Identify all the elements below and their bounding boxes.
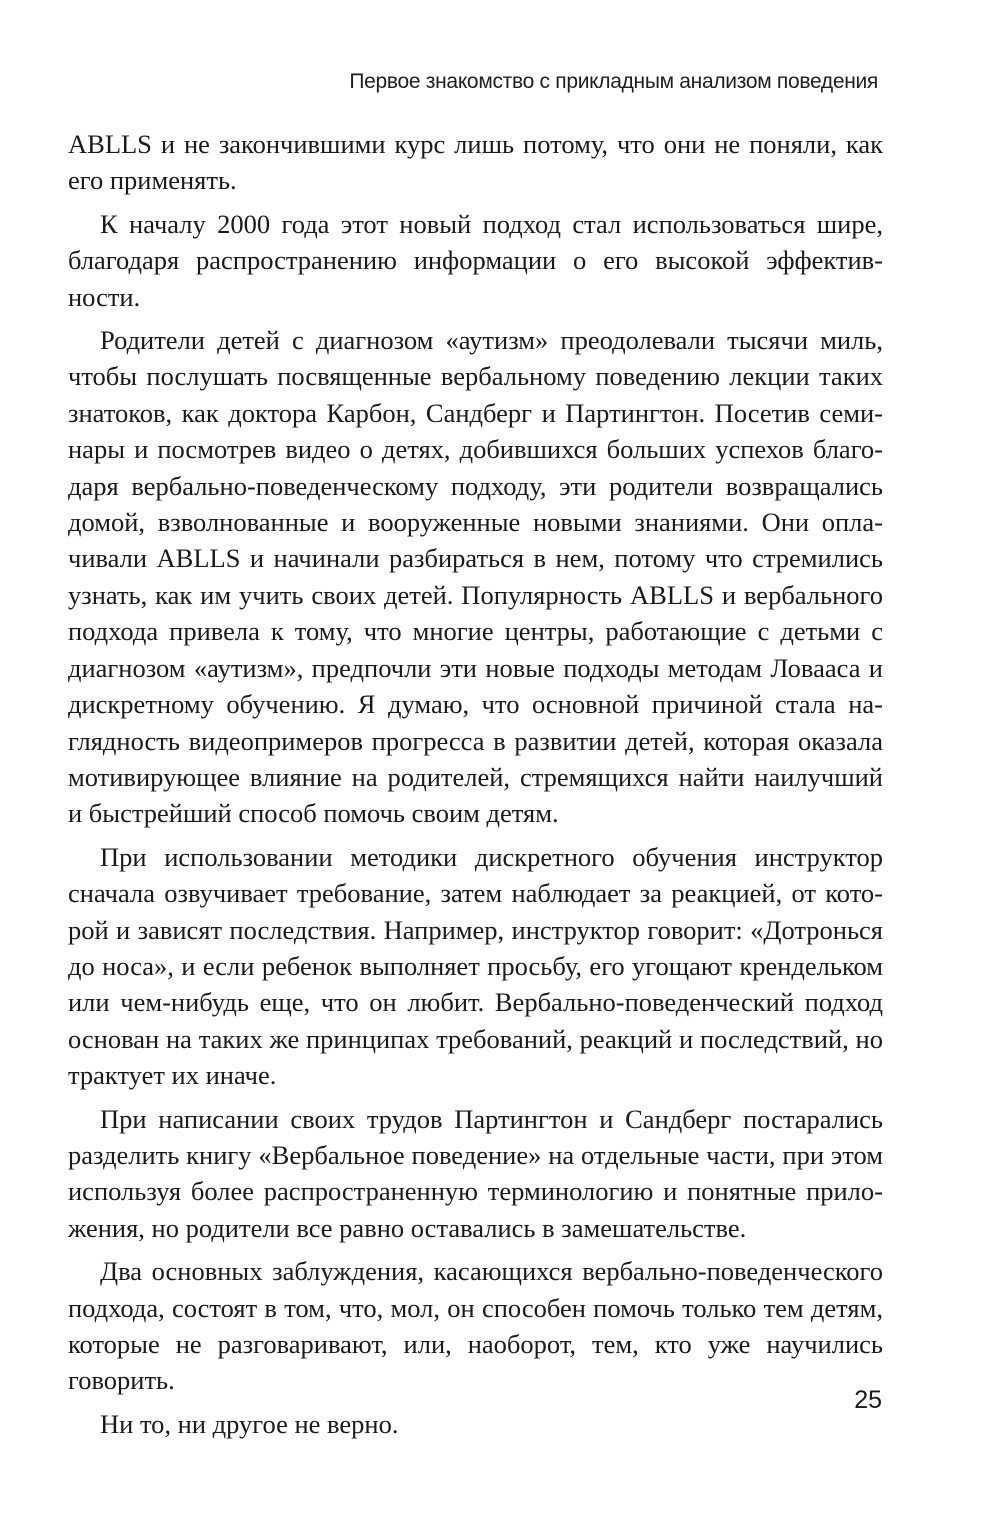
paragraph-7: Ни то, ни другое не верно. — [100, 1408, 399, 1439]
body-text — [68, 126, 883, 1449]
paragraph-6: Два основных заблуждения, касающихся вербально-поведенческого подхода, состоят в том, что, мол, он способен помочь только тем детям, которые не разговаривают, или, наоборот, тем, кто уже научились говорить. — [68, 1256, 883, 1396]
page-number: 25 — [854, 1386, 882, 1414]
paragraph-1: ABLLS и не закончившими курс лишь потому, что они не поняли, как его применять. — [68, 129, 883, 196]
running-header: Первое знакомство с прикладным анализом поведения — [349, 70, 878, 93]
paragraph-4: При использовании методики дискретного обучения инструктор сначала озвучивает требование, затем наблюдает за реакцией, от которой и зависят последствия. Например, инструктор говорит: «Дотронься до носа», и если ребенок выполняет просьбу, его угощают крендельком или чем-нибудь еще, что он любит. Вербально-поведенческий подход основан на таких же принципах требований, реакций и последствий, но трактует их иначе. — [68, 841, 883, 1091]
paragraph-5: При написании своих трудов Партингтон и Сандберг постарались разделить книгу «Вербальное поведение» на отдельные части, при этом используя более распространенную терминологию и понятные приложения, но родители все равно оставались в замешательстве. — [68, 1103, 883, 1243]
paragraph-3: Родители детей с диагнозом «аутизм» преодолевали тысячи миль, чтобы послушать посвященные вербальному поведению лекции таких знатоков, как доктора Карбон, Сандберг и Партингтон. Посетив семинары и посмотрев видео о детях, добившихся больших успехов благодаря вербально-поведенческому подходу, эти родители возвращались домой, взволнованные и вооруженные новыми знаниями. Они оплачивали ABLLS и начинали разбираться в нем, потому что стремились узнать, как им учить своих детей. Популярность ABLLS и вербального подхода привела к тому, что многие центры, работающие с детьми с диагнозом «аутизм», предпочли эти новые подходы методам Ловааса и дискретному обучению. Я думаю, что основной причиной стала наглядность видеопримеров прогресса в развитии детей, которая оказала мотивирующее влияние на родителей, стремящихся найти наилучший и быстрейший способ помочь своим детям. — [68, 325, 883, 829]
paragraph-2: К началу 2000 года этот новый подход стал использоваться шире, благодаря распространению информации о его высокой эффективности. — [68, 208, 883, 312]
